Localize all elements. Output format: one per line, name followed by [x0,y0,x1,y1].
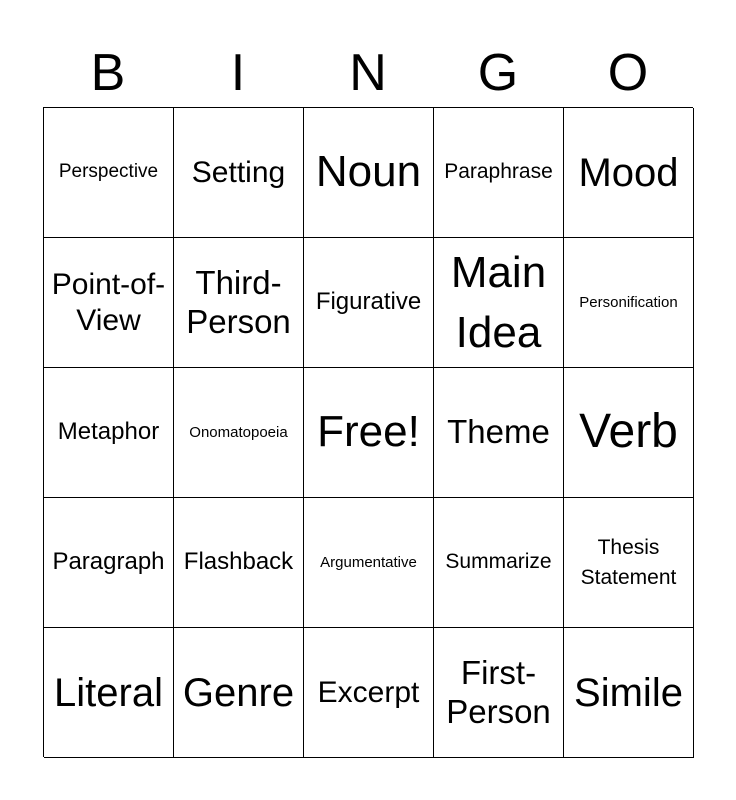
bingo-cell[interactable] [174,108,304,238]
bingo-board [43,107,693,757]
bingo-cell[interactable] [434,368,564,498]
cell-text: Verb [579,405,678,459]
bingo-cell[interactable] [174,368,304,498]
bingo-cell[interactable] [434,238,564,368]
bingo-cell[interactable] [44,368,174,498]
cell-text: Excerpt [317,675,420,709]
cell-text: Perspective [58,161,159,183]
bingo-cell[interactable] [564,628,694,758]
cell-text: Personification [579,293,678,311]
cell-text: Figurative [315,288,422,316]
bingo-cell[interactable] [564,498,694,628]
cell-text: Summarize [445,550,552,574]
bingo-cell[interactable] [174,238,304,368]
cell-text: Free! [317,407,420,457]
bingo-cell[interactable] [44,628,174,758]
cell-text: Third-Person [186,263,291,340]
cell-text: First-Person [446,653,551,730]
bingo-cell[interactable] [44,498,174,628]
bingo-header [43,42,693,104]
cell-text: Setting [191,155,286,189]
bingo-cell[interactable] [44,238,174,368]
cell-text: Paragraph [52,548,165,576]
bingo-cell[interactable] [564,108,694,238]
bingo-cell[interactable] [304,238,434,368]
cell-text: Argumentative [320,553,417,571]
cell-text: Theme [447,413,550,451]
bingo-cell[interactable] [434,628,564,758]
cell-text: Noun [315,147,422,197]
bingo-cell[interactable] [564,368,694,498]
cell-text: Metaphor [57,418,160,446]
cell-text: Mood [578,150,679,195]
header-letter-i: I [230,44,246,102]
header-letter-b: B [90,44,126,102]
cell-text: Simile [574,670,683,715]
cell-text: Literal [54,670,163,715]
bingo-cell[interactable] [434,108,564,238]
cell-text: Onomatopoeia [189,423,288,441]
bingo-cell[interactable] [434,498,564,628]
cell-text: Paraphrase [444,160,553,184]
bingo-cell[interactable] [174,498,304,628]
header-letter-g: G [477,44,519,102]
bingo-cell[interactable] [174,628,304,758]
cell-text: Genre [182,670,295,715]
free-space-cell[interactable] [304,368,434,498]
bingo-cell[interactable] [44,108,174,238]
header-letter-n: N [349,44,387,102]
cell-text: Flashback [183,548,294,576]
bingo-cell[interactable] [304,108,434,238]
bingo-cell[interactable] [304,628,434,758]
cell-text: Thesis Statement [580,536,677,589]
bingo-cell[interactable] [564,238,694,368]
cell-text: Point-of-View [51,268,166,337]
bingo-cell[interactable] [304,498,434,628]
cell-text: Main Idea [450,248,547,357]
header-letter-o: O [607,44,649,102]
